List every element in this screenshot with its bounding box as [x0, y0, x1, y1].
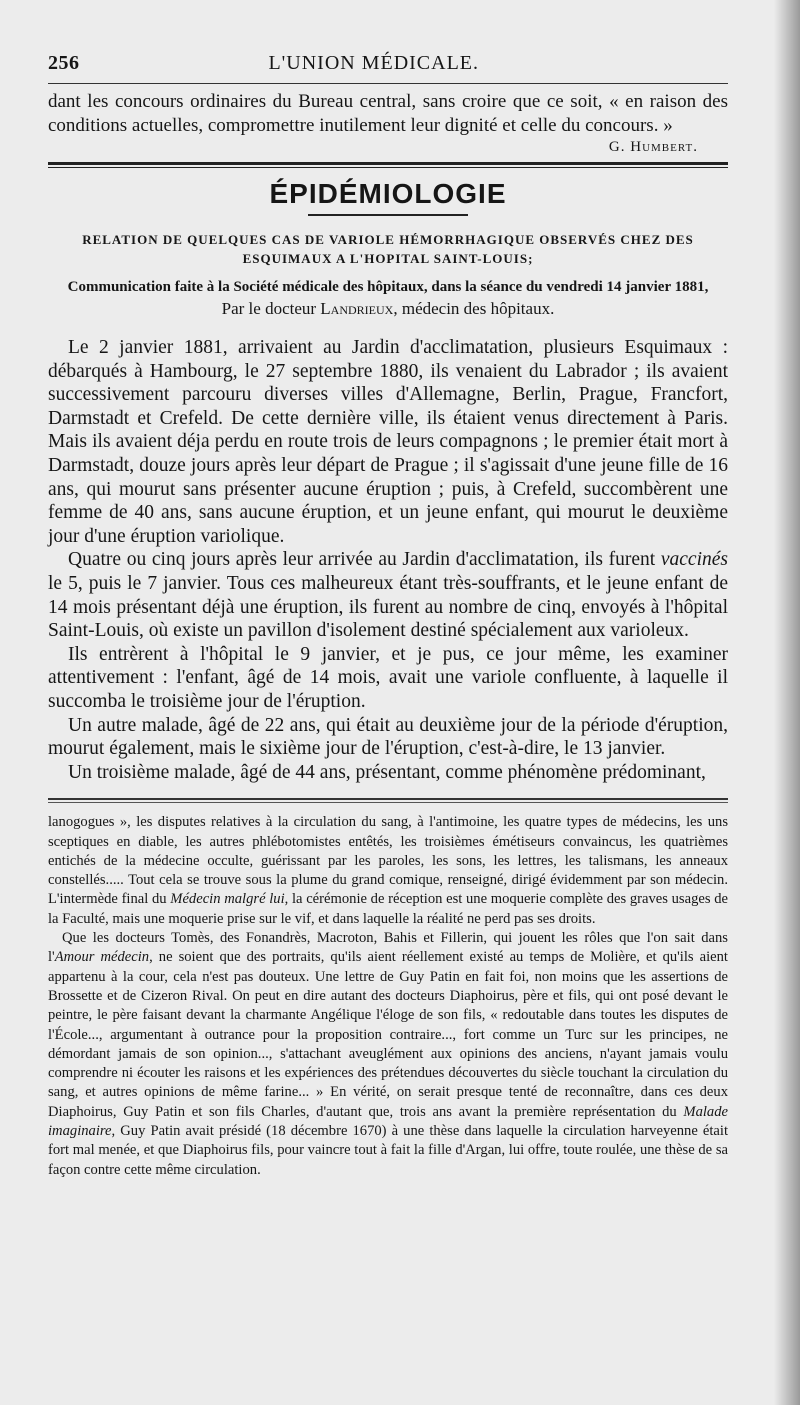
author-name: Landrieux [320, 299, 394, 318]
footnote-paragraph-1 [48, 813, 728, 929]
p2-part-a: Quatre ou cinq jours après leur arrivée au Jardin d'acclimatation, ils furent [68, 549, 656, 571]
body-paragraph-1: Le 2 janvier 1881, arrivaient au Jardin d'acclimatation, plusieurs Esquimaux : débarqués à Hambourg, le 27 septembre 1880, ils venaient du Labrador ; ils avaient successivement parcouru diverses villes d'Allemagne, Berlin, Prague, Francfort, Darmstadt et Crefeld. De cette dernière ville, ils étaient venus directement à Paris. Mais ils avaient déja perdu en route trois de leurs compagnons ; le premier était mort à Darmstadt, douze jours après leur départ de Prague ; il s'agissait d'une jeune fille de 16 ans, qui mourut sans présenter aucune éruption ; puis, à Crefeld, succombèrent une femme de 40 ans, sans aucune éruption, et un jeune enfant, qui mourut le deuxième jour d'une éruption variolique. [48, 337, 728, 547]
page-edge-shadow [774, 0, 800, 1405]
body-paragraph-3: Ils entrèrent à l'hôpital le 9 janvier, et je pus, ce jour même, les examiner attentivement : l'enfant, âgé de 14 mois, avait une variole confluente, à laquelle il succomba le troisième jour de l'éruption. [48, 643, 728, 712]
fn2-italic-2: Malade imaginaire [48, 1103, 728, 1140]
fn1-part-b: , la cérémonie de réception est une moquerie complète des graves usages de la Faculté, mais une moquerie prise sur le vif, et dans laquelle la réalité ne perd pas ses droits. [48, 891, 728, 927]
page-header [48, 52, 728, 75]
article-title [48, 230, 728, 268]
previous-article-signature [48, 139, 698, 156]
header-rule [48, 83, 728, 84]
article-body [48, 336, 728, 784]
body-paragraph-2 [48, 548, 728, 642]
section-title-underline [308, 214, 468, 216]
fn2-part-a: Que les docteurs Tomès, des Fonandrès, Macroton, Bahis et Fillerin, qui jouent les rôles que l'on sait dans l' [48, 930, 728, 966]
page-number: 256 [48, 52, 80, 74]
fn1-italic: Médecin malgré lui [170, 891, 285, 908]
footnote-separator [48, 798, 728, 803]
author-suffix: , médecin des hôpitaux. [393, 299, 555, 318]
journal-title: L'UNION MÉDICALE. [268, 52, 480, 74]
p2-italic: vaccinés [660, 549, 729, 571]
previous-article-ending: dant les concours ordinaires du Bureau central, sans croire que ce soit, « en raison des conditions actuelles, compromettre inutilement leur dignité et celle du concours. » [48, 91, 728, 136]
communication-note: Communication faite à la Société médicale des hôpitaux, dans la séance du vendredi 14 janvier 1881, [67, 279, 709, 295]
section-title: ÉPIDÉMIOLOGIE [269, 178, 507, 209]
fn1-part-a: lanogogues », les disputes relatives à la circulation du sang, à l'antimoine, les quatre types de médecins, les uns sceptiques en diable, les autres phlébotomistes entêtés, les troisièmes émétiseurs convaincus, les quatrièmes entichés de la médecine occulte, guérissant par les paroles, les sons, les lettres, les talismans, les anneaux constellés..... Tout cela se trouve sous la plume du grand comique, renseigné, dirigé évidemment par son médecin. L'intermède final du [48, 814, 728, 908]
article-title-line-2: ESQUIMAUX A L'HOPITAL SAINT-LOUIS; [242, 251, 534, 266]
footnote-paragraph-2 [48, 929, 728, 1180]
fn2-part-b: , ne soient que des portraits, qu'ils aient réellement existé au temps de Molière, et qu'ils aient appartenu à la cour, cela n'est pas douteux. Une lettre de Guy Patin en fait foi, non moins que les assertions de Brossette et de Cizeron Rival. On peut en dire autant des docteurs Diaphoirus, père et fils, qui ont posé devant le peintre, le père faisant devant la charmante Angélique l'éloge de son fils, « redoutable dans toutes les disputes de l'École..., argumentant à outrance pour la proposition contraire..., fort comme un Turc sur les principes, ne démordant jamais de son opinion..., s'attachant aveuglément aux opinions des anciens, n'ayant jamais voulu comprendre ni écouter les raisons et les expériences des prétendues découvertes du siècle touchant la circulation du sang, et autres opinions de même farine... » En vérité, on serait presque tenté de reconnaître, dans ces deux Diaphoirus, Guy Patin et son fils Charles, d'autant que, trois ans avant la première représentation du [48, 949, 728, 1120]
author-line [48, 298, 728, 320]
author-prefix: Par le docteur [221, 299, 317, 318]
fn2-part-c: , Guy Patin avait présidé (18 décembre 1670) à une thèse dans laquelle la circulation harveyenne était fort mal menée, et que Diaphoirus fils, pour vaincre tout à fait la fille d'Argan, lui offre, toute roulée, une thèse de sa façon contre cette même circulation. [48, 1123, 728, 1178]
footnote [48, 813, 728, 1180]
p2-part-b: le 5, puis le 7 janvier. Tous ces malheureux étant très-souffrants, et le jeune enfant de 14 mois présentant déjà une éruption, ils furent au nombre de cinq, envoyés à l'hôpital Saint-Louis, où existe un pavillon d'isolement destiné spécialement aux varioleux. [48, 572, 728, 642]
article-title-line-1: RELATION DE QUELQUES CAS DE VARIOLE HÉMORRHAGIQUE OBSERVÉS CHEZ DES [82, 232, 694, 247]
body-paragraph-4: Un autre malade, âgé de 22 ans, qui était au deuxième jour de la période d'éruption, mourut également, mais le sixième jour de l'éruption, c'est-à-dire, le 13 janvier. [48, 714, 728, 760]
body-paragraph-5: Un troisième malade, âgé de 44 ans, présentant, comme phénomène prédominant, [68, 761, 706, 783]
signature-text: G. Humbert. [608, 139, 698, 155]
fn2-italic-1: Amour médecin [54, 949, 150, 966]
section-separator [48, 162, 728, 168]
